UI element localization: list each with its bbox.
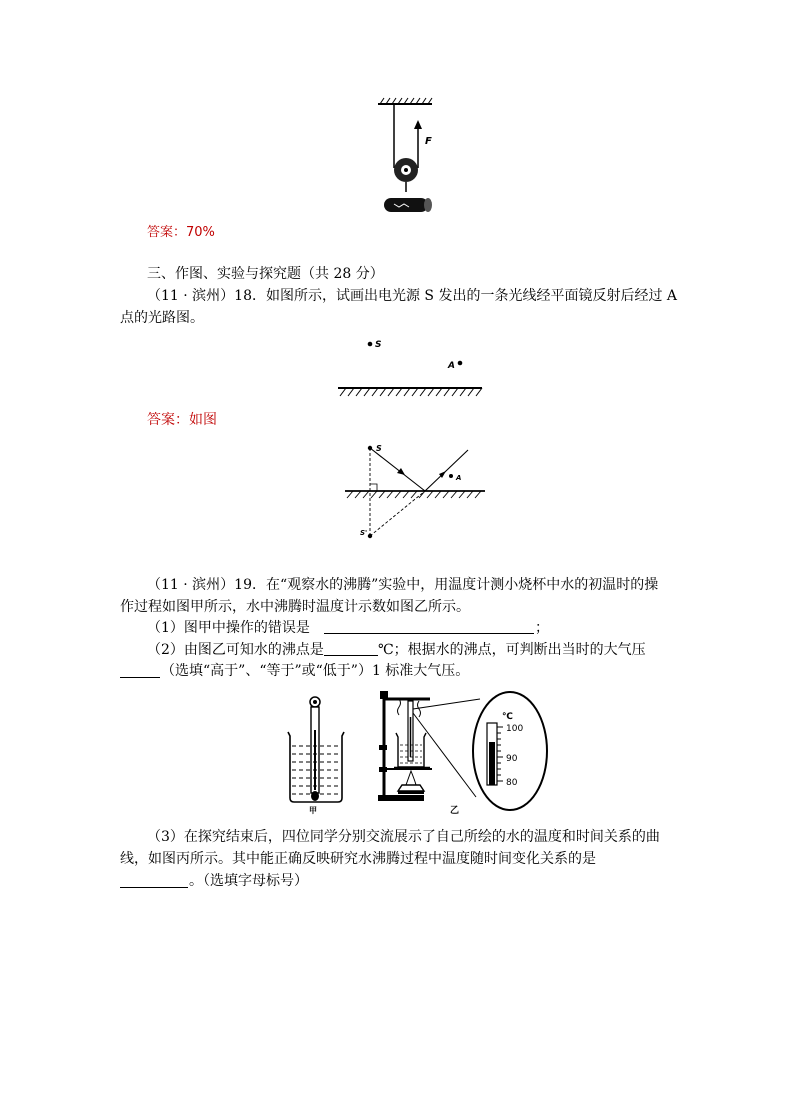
ans-point-s-prime-label: S' [360,529,368,537]
pulley-figure [370,96,460,221]
figure-yi-label: 乙 [450,806,460,816]
thermo-tick-100: 100 [506,724,524,734]
q19-text-line2: 作过程如图甲所示，水中沸腾时温度计示数如图乙所示。 [120,599,470,615]
q19-part3-line2: 线，如图丙所示。其中能正确反映研究水沸腾过程中温度随时间变化关系的是 [120,851,596,867]
figure-yi-apparatus [372,687,552,817]
section-heading: 三、作图、实验与探究题（共 28 分） [147,266,384,282]
answer-18: 答案：如图 [147,412,217,428]
q19-part1-prefix: （1）图甲中操作的错误是 [147,620,310,636]
q19-part3-line1: （3）在探究结束后，四位同学分别交流展示了自己所绘的水的温度和时间关系的曲 [147,829,660,845]
figure-jia-label: 甲 [309,806,317,815]
thermo-unit-label: ℃ [502,712,513,722]
q19-part2-prefix: （2）由图乙可知水的沸点是 [147,642,324,658]
ans-point-s-label: S [376,444,382,453]
q19-part2-blank-boiling-point[interactable] [324,655,378,656]
q19-part2-blank-pressure[interactable] [120,677,160,678]
answer-ray-diagram [340,438,490,546]
q19-part1-suffix: ； [535,620,549,636]
q19-part2-line2-suffix: （选填“高于”、“等于”或“低于”）1 标准大气压。 [161,663,470,679]
q19-part1-blank[interactable] [324,633,534,634]
ans-point-a-label: A [456,474,462,482]
q18-text-line1: （11 · 滨州）18．如图所示，试画出电光源 S 发出的一条光线经平面镜反射后经过 A [147,288,678,304]
force-label-f: F [425,136,432,147]
point-s-label: S [375,340,382,350]
q19-part3-blank[interactable] [120,887,188,888]
q19-part3-line3-suffix: 。（选填字母标号） [189,873,308,889]
thermo-tick-90: 90 [506,754,518,764]
answer-17: 答案：70% [147,225,215,240]
q19-part2-mid: ℃；根据水的沸点，可判断出当时的大气压 [378,642,646,658]
point-a-label: A [448,361,455,371]
thermo-tick-80: 80 [506,778,518,788]
figure-jia-beaker [282,690,352,815]
q19-text-line1: （11 · 滨州）19．在“观察水的沸腾”实验中，用温度计测小烧杯中水的初温时的操 [147,577,659,593]
q18-text-line2: 点的光路图。 [120,310,204,326]
mirror-figure [330,330,490,402]
